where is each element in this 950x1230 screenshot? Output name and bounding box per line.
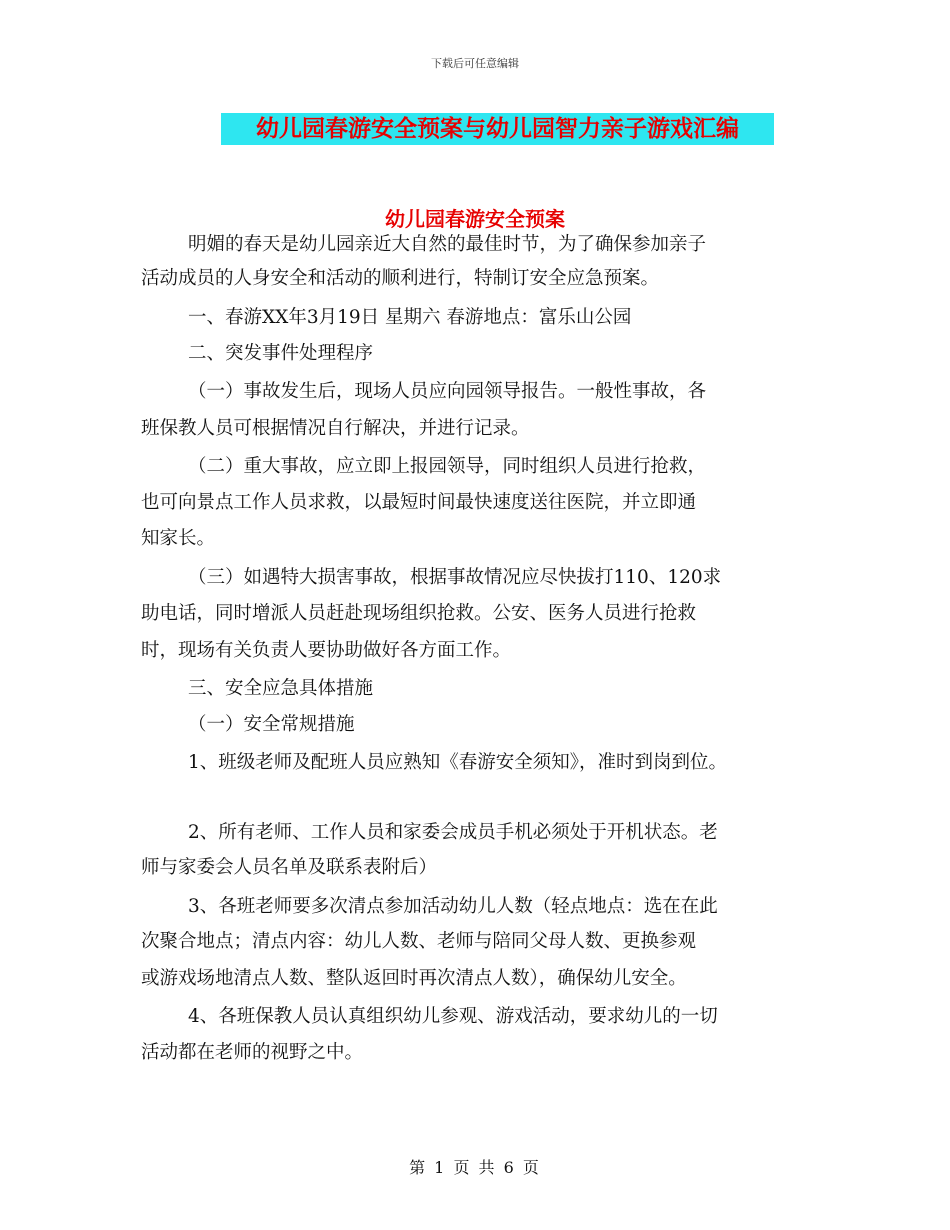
paragraph-line: （三）如遇特大损害事故，根据事故情况应尽快拔打110、120求 (188, 567, 722, 588)
paragraph-line: 三、安全应急具体措施 (188, 678, 374, 699)
paragraph-line: （二）重大事故，应立即上报园领导，同时组织人员进行抢救， (188, 456, 707, 477)
paragraph-line: （一）安全常规措施 (188, 714, 355, 735)
paragraph-line: 或游戏场地清点人数、整队返回时再次清点人数），确保幼儿安全。 (141, 968, 687, 989)
paragraph-line: 明媚的春天是幼儿园亲近大自然的最佳时节，为了确保参加亲子 (188, 234, 707, 255)
paragraph-line: 助电话，同时增派人员赶赴现场组织抢救。公安、医务人员进行抢救 (141, 603, 697, 624)
page-number: 第 1 页 共 6 页 (409, 1158, 541, 1177)
document-title: 幼儿园春游安全预案与幼儿园智力亲子游戏汇编 (221, 113, 774, 145)
section-title: 幼儿园春游安全预案 (385, 207, 565, 231)
paragraph-line: 也可向景点工作人员求救，以最短时间最快速度送往医院，并立即通 (141, 492, 697, 513)
paragraph-line: 活动都在老师的视野之中。 (141, 1042, 364, 1063)
paragraph-line: 师与家委会人员名单及联系表附后） (141, 857, 438, 878)
paragraph-line: 知家长。 (141, 528, 216, 549)
paragraph-line: 3、各班老师要多次清点参加活动幼儿人数（轻点地点：选在在此 (188, 896, 718, 917)
paragraph-line: 班保教人员可根据情况自行解决，并进行记录。 (141, 418, 530, 439)
paragraph-line: 时，现场有关负责人要协助做好各方面工作。 (141, 640, 512, 661)
paragraph-line: 次聚合地点；清点内容：幼儿人数、老师与陪同父母人数、更换参观 (141, 931, 697, 952)
paragraph-line: 4、各班保教人员认真组织幼儿参观、游戏活动，要求幼儿的一切 (188, 1006, 718, 1027)
paragraph-line: 二、突发事件处理程序 (188, 343, 374, 364)
paragraph-line: 一、春游XX年3月19日 星期六 春游地点：富乐山公园 (188, 307, 632, 328)
page-header-note: 下载后可任意编辑 (431, 57, 519, 70)
paragraph-line: （一）事故发生后，现场人员应向园领导报告。一般性事故，各 (188, 381, 707, 402)
paragraph-line: 1、班级老师及配班人员应熟知《春游安全须知》，准时到岗到位。 (188, 752, 728, 773)
paragraph-line: 活动成员的人身安全和活动的顺利进行，特制订安全应急预案。 (141, 268, 660, 289)
paragraph-line: 2、所有老师、工作人员和家委会成员手机必须处于开机状态。老 (188, 822, 718, 843)
